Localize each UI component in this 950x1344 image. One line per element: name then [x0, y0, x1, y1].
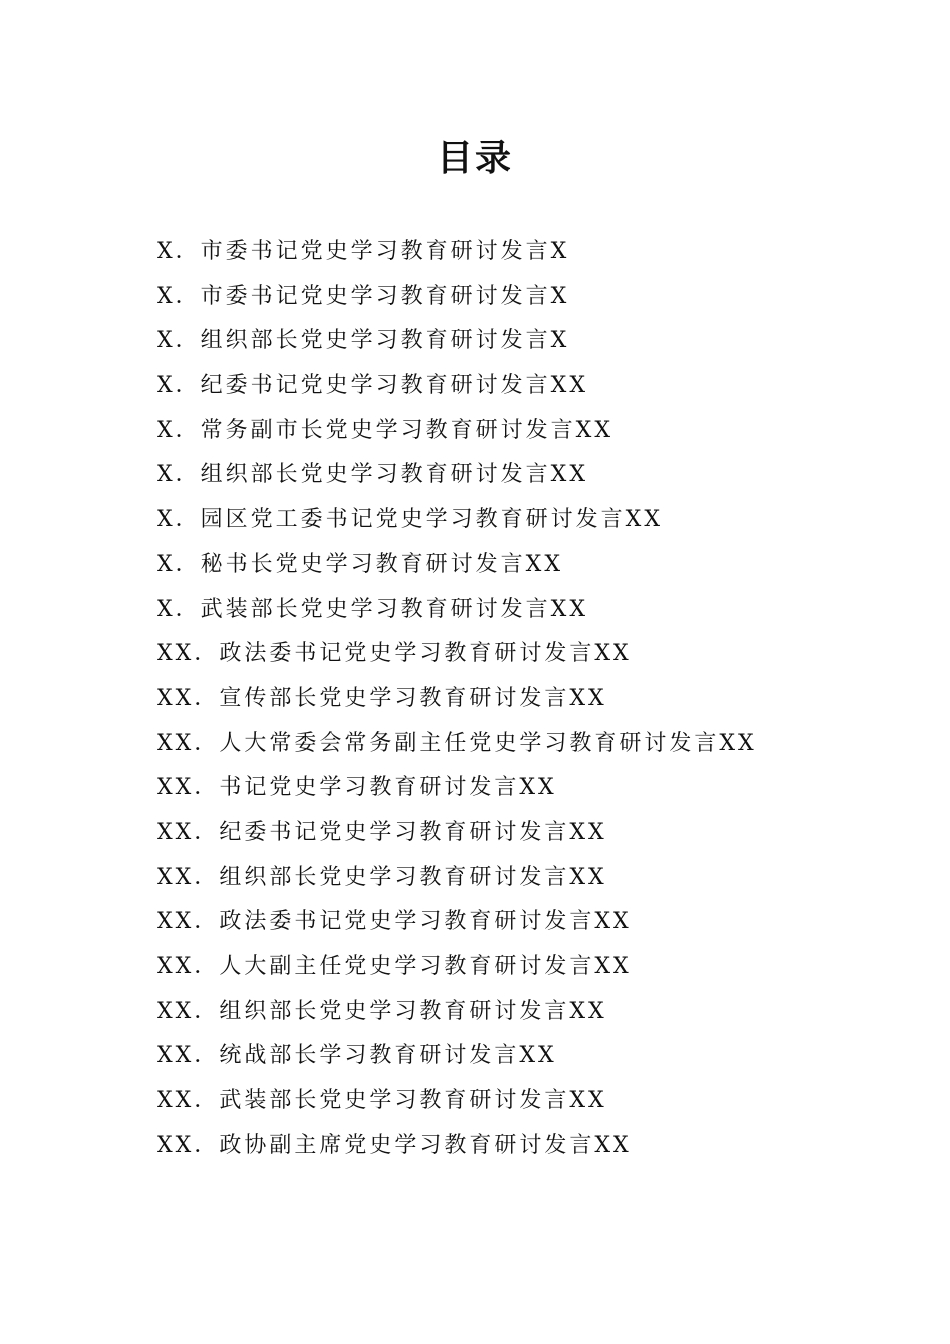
toc-entry-text: XX．宣传部长党史学习教育研讨发言XX	[157, 685, 607, 711]
toc-entry[interactable]	[157, 945, 897, 990]
toc-entry-text: XX．政法委书记党史学习教育研讨发言XX	[157, 909, 632, 935]
toc-entry-text: X．武装部长党史学习教育研讨发言XX	[157, 596, 588, 622]
toc-entry[interactable]	[157, 319, 897, 364]
toc-entry[interactable]	[157, 990, 897, 1035]
toc-entry-text: XX．组织部长党史学习教育研讨发言XX	[157, 864, 607, 890]
toc-entry-text: XX．武装部长党史学习教育研讨发言XX	[157, 1088, 607, 1114]
toc-entry-text: XX．人大副主任党史学习教育研讨发言XX	[157, 954, 632, 979]
toc-entry[interactable]	[157, 677, 897, 722]
toc-entry-text: X．组织部长党史学习教育研讨发言XX	[157, 462, 588, 488]
toc-entry[interactable]	[157, 766, 897, 811]
toc-entry[interactable]	[157, 1034, 897, 1079]
toc-entry[interactable]	[157, 811, 897, 856]
toc-entry-text: XX．书记党史学习教育研讨发言XX	[157, 775, 557, 801]
toc-entry-text: X．纪委书记党史学习教育研讨发言XX	[157, 373, 588, 399]
toc-entry-text: XX．组织部长党史学习教育研讨发言XX	[157, 998, 607, 1024]
toc-entry-text: X．组织部长党史学习教育研讨发言X	[157, 328, 570, 354]
toc-entry[interactable]	[157, 900, 897, 945]
toc-entry[interactable]	[157, 856, 897, 901]
toc-entry[interactable]	[157, 632, 897, 677]
toc-entry-text: X．市委书记党史学习教育研讨发言X	[157, 239, 570, 264]
page-title: 目录	[436, 137, 513, 179]
toc-entry-text: XX．纪委书记党史学习教育研讨发言XX	[157, 819, 607, 845]
toc-entry[interactable]	[157, 453, 897, 498]
toc-entry[interactable]	[157, 275, 897, 320]
toc-entry[interactable]	[157, 498, 897, 543]
toc-entry-text: XX．政法委书记党史学习教育研讨发言XX	[157, 641, 632, 667]
toc-entry-text: X．市委书记党史学习教育研讨发言X	[157, 283, 570, 309]
toc-entry-text: XX．统战部长学习教育研讨发言XX	[157, 1043, 557, 1069]
table-of-contents	[157, 230, 897, 1168]
toc-entry[interactable]	[157, 1079, 897, 1124]
toc-entry-text: X．园区党工委书记党史学习教育研讨发言XX	[157, 507, 663, 533]
toc-entry[interactable]	[157, 588, 897, 633]
toc-entry[interactable]	[157, 409, 897, 454]
toc-entry[interactable]	[157, 1124, 897, 1169]
toc-entry[interactable]	[157, 722, 897, 767]
toc-entry-text: XX．人大常委会常务副主任党史学习教育研讨发言XX	[157, 730, 757, 756]
toc-entry-text: XX．政协副主席党史学习教育研讨发言XX	[157, 1132, 632, 1158]
toc-entry-text: X．常务副市长党史学习教育研讨发言XX	[157, 417, 613, 443]
toc-entry-text: X．秘书长党史学习教育研讨发言XX	[157, 551, 563, 577]
toc-entry[interactable]	[157, 543, 897, 588]
toc-entry[interactable]	[157, 230, 897, 275]
toc-entry[interactable]	[157, 364, 897, 409]
